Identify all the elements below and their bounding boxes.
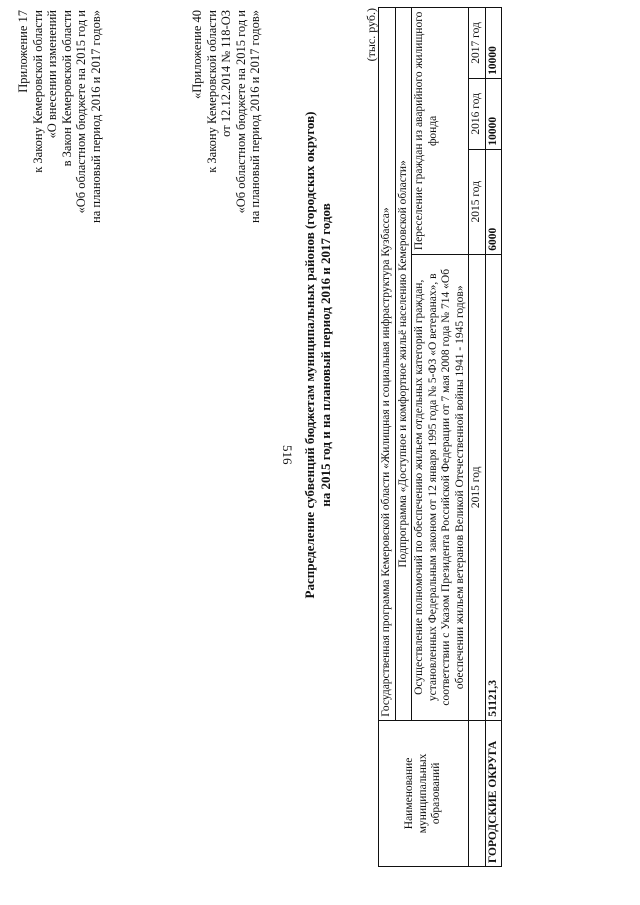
year-header-m2-2017: 2017 год: [469, 8, 486, 79]
measure-resettlement: Переселение граждан из аварийного жилищного фонда: [412, 8, 469, 255]
units-label: (тыс. руб.): [364, 8, 378, 62]
year-header-m1-2015: 2015 год: [469, 254, 486, 720]
page-number: 516: [280, 445, 295, 465]
appendix-40-block: [190, 10, 263, 340]
measure-veterans-housing: Осуществление полномочий по обеспечению жильем отдельных категорий граждан, установленных Федеральным законом от 12 января 1995 года № 5-ФЗ «О ветеранах», в соответствии с Указом Президента Российской Федерации от 7 мая 2008 года № 714 «Об обеспечении жильем ветеранов Великой Отечественной войны 1941 - 1945 годов»: [412, 254, 469, 720]
year-header-m2-2016: 2016 год: [469, 78, 486, 149]
appendix-17-line: «Об областном бюджете на 2015 год и: [74, 10, 88, 214]
subventions-table: [378, 7, 502, 867]
table-row-program: [379, 8, 396, 867]
program-title: Государственная программа Кемеровской области «Жилищная и социальная инфраструктура Кузбасса»: [379, 8, 396, 721]
appendix-40-line: «Об областном бюджете на 2015 год и: [233, 10, 248, 214]
appendix-17-line: «О внесении изменений: [45, 10, 59, 139]
appendix-17-line: Приложение 17: [16, 10, 30, 93]
title-line-2: на 2015 год и на плановый период 2016 и 2017 годов: [318, 203, 333, 507]
year-header-m2-2015: 2015 год: [469, 149, 486, 254]
row-name: ГОРОДСКИЕ ОКРУГА: [485, 720, 502, 866]
appendix-17-line: на плановый период 2016 и 2017 годов»: [88, 10, 103, 223]
value-m2-2017: 10000: [485, 8, 502, 79]
subprogram-title: Подпрограмма «Доступное и комфортное жильё населению Кемеровской области»: [395, 8, 412, 721]
table-row-years: [469, 8, 486, 867]
value-m1-2015: 51121,3: [485, 254, 502, 720]
appendix-40-line: на плановый период 2016 и 2017 годов»: [248, 10, 262, 223]
appendix-17-line: к Закону Кемеровской области: [30, 10, 45, 173]
document-title: [302, 95, 334, 615]
value-m2-2016: 10000: [485, 78, 502, 149]
appendix-40-line: от 12.12.2014 № 118-ОЗ: [219, 10, 233, 137]
column-header-municipality: Наименование муниципальных образований: [379, 720, 469, 866]
value-m2-2015: 6000: [485, 149, 502, 254]
table-row: [485, 8, 502, 867]
appendix-40-line: к Закону Кемеровской области: [204, 10, 219, 173]
appendix-40-line: «Приложение 40: [190, 10, 204, 99]
appendix-17-line: в Закон Кемеровской области: [59, 10, 74, 167]
title-line-1: Распределение субвенций бюджетам муниципальных районов (городских округов): [302, 111, 317, 599]
appendix-17-block: [16, 10, 103, 340]
empty-cell: [469, 720, 486, 866]
